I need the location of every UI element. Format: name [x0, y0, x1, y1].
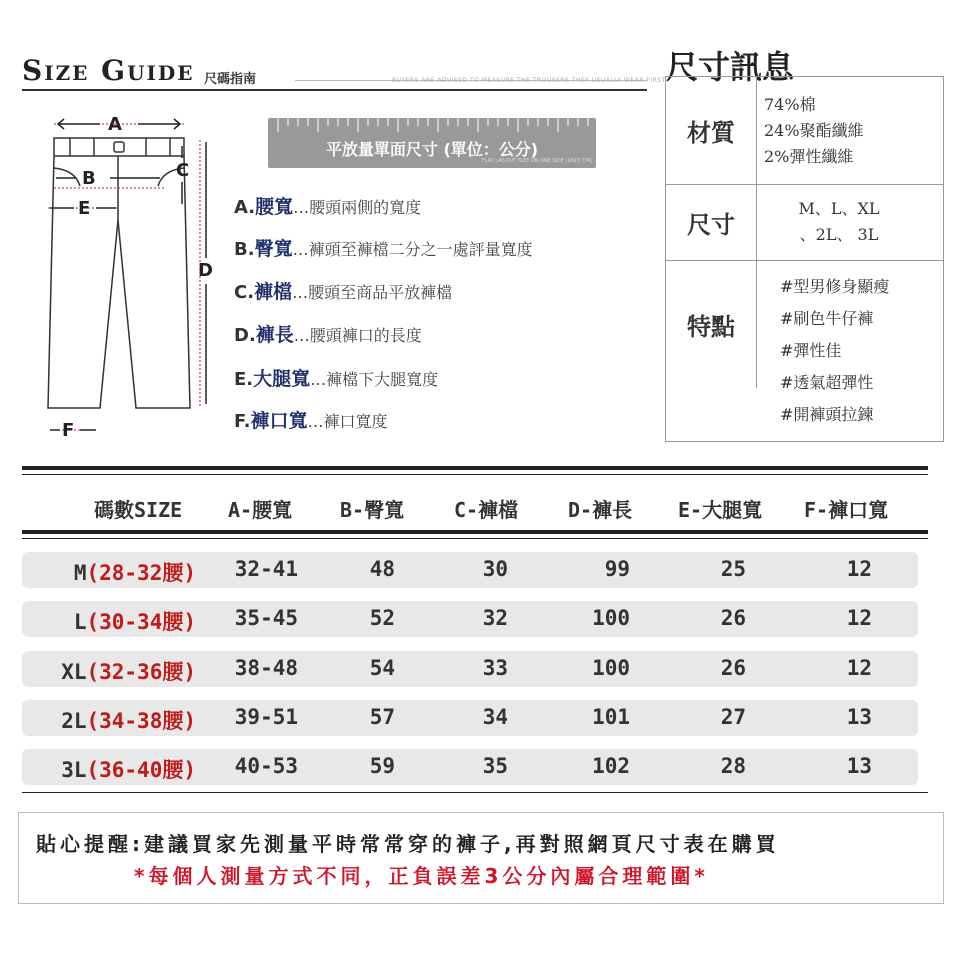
size-code: M: [73, 561, 87, 585]
legend-term: 腰寬: [255, 196, 294, 218]
table-cell: 12: [846, 656, 872, 680]
reminder-line-1: 貼心提醒:建議買家先測量平時常常穿的褲子,再對照網頁尺寸表在購買: [36, 832, 780, 856]
legend-desc: …腰頭兩側的寬度: [293, 198, 422, 217]
legend-desc: …褲口寬度: [307, 412, 388, 431]
table-cell: 33: [482, 656, 508, 680]
size-code: 2L: [61, 709, 87, 733]
table-cell: 48: [369, 557, 395, 581]
size-waist-range: (36-40腰): [86, 758, 196, 782]
dim-label-e: E: [78, 198, 91, 219]
col-header-c: C-褲檔: [454, 498, 519, 522]
info-values-material: [764, 77, 940, 184]
info-value: 74%棉: [764, 94, 816, 114]
col-header-b: B-臀寬: [340, 498, 405, 522]
legend-desc: …褲檔下大腿寬度: [310, 370, 439, 389]
dim-label-b: B: [82, 168, 96, 189]
legend-desc: …褲頭至褲檔二分之一處評量寬度: [292, 240, 533, 259]
table-cell: 34: [482, 705, 508, 729]
info-value: #透氣超彈性: [780, 372, 874, 392]
table-cell: 100: [592, 606, 630, 630]
info-values-sizes: [764, 184, 914, 260]
table-cell: 30: [482, 557, 508, 581]
info-value: 、2L、 3L: [799, 225, 879, 244]
table-bottom-rule: [22, 792, 928, 793]
info-value: #開褲頭拉鍊: [780, 404, 874, 424]
size-label: [30, 606, 196, 636]
pants-diagram: [30, 108, 230, 438]
legend-item-a: [234, 192, 421, 219]
size-waist-range: (32-36腰): [86, 660, 196, 684]
info-key-sizes: 尺寸: [666, 184, 757, 260]
header-note: BUYERS ARE ADVISED TO MEASURE THE TROUSERS THEY USUALLY WEAR FIRST: [392, 77, 666, 84]
table-cell: 13: [846, 705, 872, 729]
legend-item-f: [234, 406, 388, 433]
table-cell: 100: [592, 656, 630, 680]
table-header-rule-thin: [22, 538, 928, 539]
info-value: 2%彈性纖維: [764, 146, 854, 166]
table-cell: 26: [720, 606, 746, 630]
table-cell: 27: [720, 705, 746, 729]
size-code: L: [73, 610, 87, 634]
table-cell: 52: [369, 606, 395, 630]
table-cell: 25: [720, 557, 746, 581]
table-cell: 99: [604, 557, 630, 581]
size-guide-subtitle: 尺碼指南: [204, 72, 257, 87]
col-header-a: A-腰寬: [228, 498, 293, 522]
info-row-sizes: [666, 184, 943, 261]
legend-term: 臀寬: [254, 238, 293, 260]
info-value: #彈性佳: [780, 340, 842, 360]
legend-term: 大腿寬: [253, 368, 311, 390]
reminder-line-2: *每個人測量方式不同，正負誤差3公分內屬合理範圍*: [134, 864, 709, 888]
legend-item-c: [234, 277, 452, 304]
info-key-features: 特點: [666, 260, 757, 388]
size-guide-title: Size Guide: [22, 54, 195, 87]
table-top-rule-thin: [22, 474, 928, 475]
table-cell: 38-48: [234, 656, 298, 680]
table-cell: 12: [846, 606, 872, 630]
table-cell: 40-53: [234, 754, 298, 778]
info-value: M、L、XL: [798, 199, 880, 218]
col-header-d: D-褲長: [568, 498, 633, 522]
table-cell: 59: [369, 754, 395, 778]
size-label: [30, 754, 196, 784]
table-cell: 28: [720, 754, 746, 778]
info-value: #刷色牛仔褲: [780, 308, 874, 328]
size-waist-range: (34-38腰): [86, 709, 196, 733]
size-waist-range: (28-32腰): [86, 561, 196, 585]
size-code: 3L: [61, 758, 87, 782]
table-header-rule: [22, 530, 928, 534]
dim-label-c: C: [176, 160, 190, 181]
table-cell: 35: [482, 754, 508, 778]
size-label: [30, 557, 196, 587]
table-cell: 26: [720, 656, 746, 680]
legend-item-e: [234, 364, 438, 391]
table-cell: 13: [846, 754, 872, 778]
table-cell: 35-45: [234, 606, 298, 630]
legend-letter: B.: [234, 239, 255, 260]
info-key-material: 材質: [666, 77, 757, 184]
table-top-rule: [22, 466, 928, 470]
ruler-label: 平放量單面尺寸 (單位：公分): [325, 140, 539, 159]
ruler-ticks-icon: [268, 118, 596, 136]
legend-item-d: [234, 320, 422, 347]
info-value: 24%聚酯纖維: [764, 120, 864, 140]
dim-label-f: F: [62, 420, 75, 438]
table-cell: 57: [369, 705, 395, 729]
legend-item-b: [234, 234, 533, 261]
table-cell: 39-51: [234, 705, 298, 729]
legend-letter: E.: [234, 369, 254, 390]
legend-desc: …腰頭褲口的長度: [293, 326, 422, 345]
legend-term: 褲檔: [254, 281, 293, 303]
size-code: XL: [61, 660, 87, 684]
col-header-f: F-褲口寬: [804, 498, 889, 522]
table-cell: 12: [846, 557, 872, 581]
legend-term: 褲口寬: [250, 410, 308, 432]
reminder-box: [18, 812, 944, 904]
col-header-size: 碼數SIZE: [94, 498, 183, 522]
info-row-features: [666, 260, 943, 441]
info-title: 尺寸訊息: [666, 48, 795, 86]
size-label: [30, 656, 196, 686]
legend-letter: C.: [234, 282, 255, 303]
size-waist-range: (30-34腰): [86, 610, 196, 634]
table-cell: 54: [369, 656, 395, 680]
table-cell: 101: [592, 705, 630, 729]
ruler-sublabel: FLAT LAY-OUT SIZE ON ONE SIDE (UNIT: CM): [481, 158, 592, 164]
legend-letter: F.: [234, 411, 251, 432]
legend-desc: …腰頭至商品平放褲檔: [292, 283, 453, 302]
table-cell: 32: [482, 606, 508, 630]
info-value: #型男修身顯瘦: [780, 276, 890, 296]
legend-term: 褲長: [255, 324, 294, 346]
size-label: [30, 705, 196, 735]
col-header-e: E-大腿寬: [678, 498, 763, 522]
info-values-features: [780, 260, 956, 441]
info-table: [665, 76, 944, 442]
legend-letter: D.: [234, 325, 256, 346]
table-cell: 32-41: [234, 557, 298, 581]
legend-letter: A.: [234, 197, 256, 218]
header-underline: [22, 89, 647, 91]
info-row-material: [666, 77, 943, 185]
dim-label-d: D: [198, 260, 213, 281]
table-cell: 102: [592, 754, 630, 778]
dim-label-a: A: [108, 114, 122, 135]
